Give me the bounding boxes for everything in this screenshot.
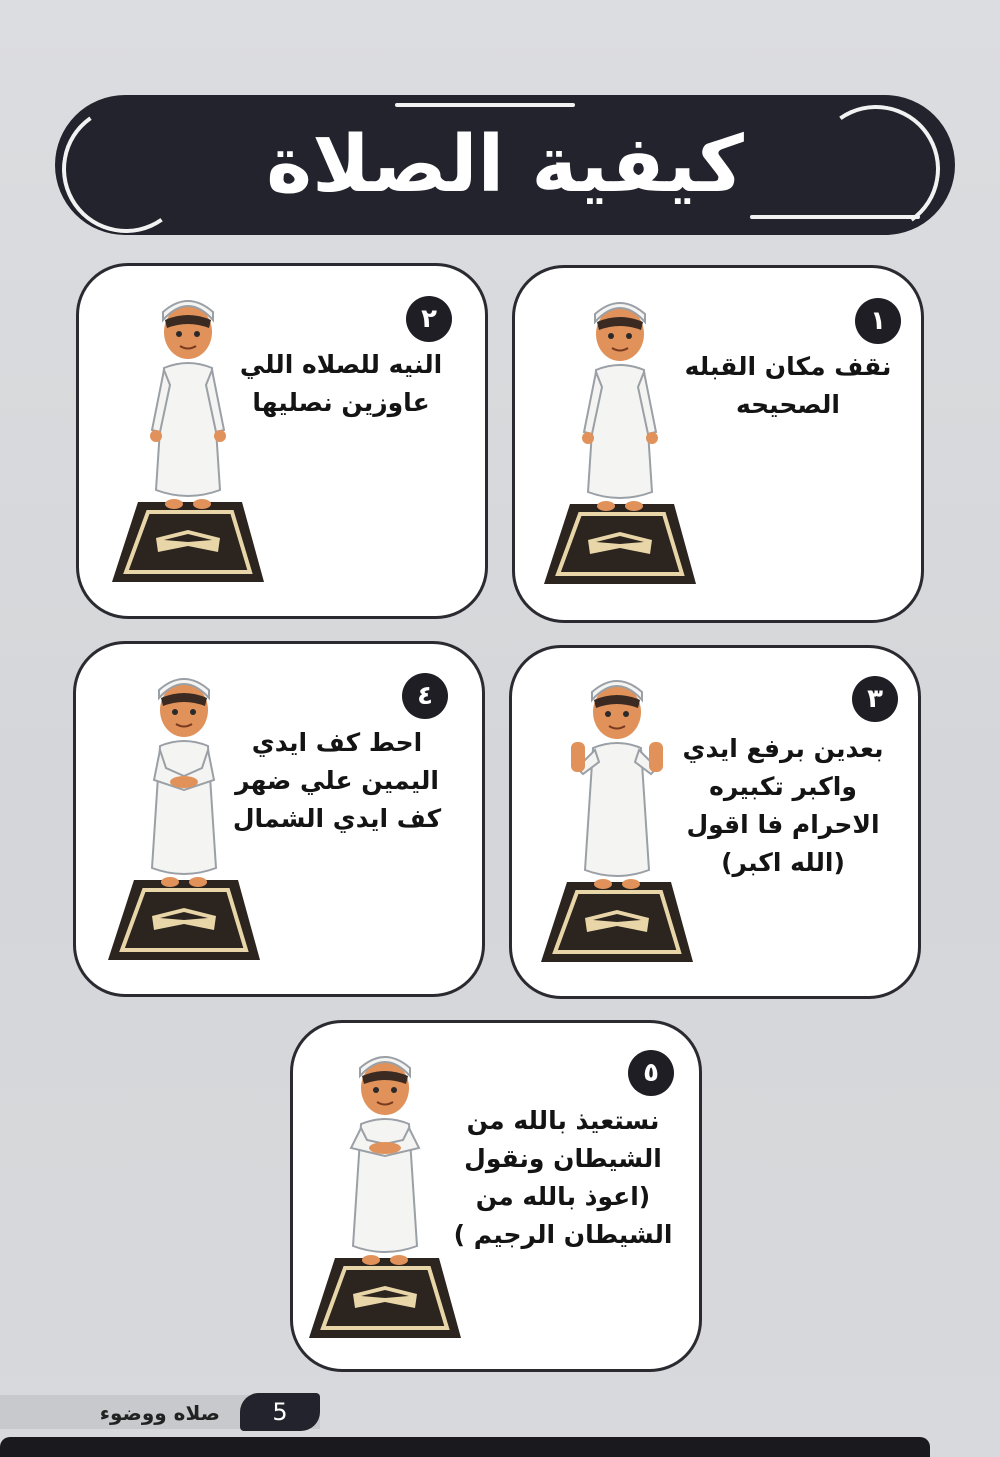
boy-figure-icon: [582, 303, 658, 511]
page-number: 5: [240, 1393, 320, 1431]
step-number-badge: ٤: [402, 673, 448, 719]
prayer-rug-icon: [309, 1258, 461, 1338]
banner-line-top: [395, 103, 575, 107]
prayer-rug-icon: [544, 504, 696, 584]
boy-figure-icon: [571, 681, 663, 889]
boy-figure-icon: [152, 679, 216, 887]
praying-boy-illustration: [104, 668, 264, 968]
praying-boy-illustration: [540, 292, 700, 592]
prayer-rug-icon: [108, 880, 260, 960]
boy-figure-icon: [150, 301, 226, 509]
step-number-badge: ١: [855, 298, 901, 344]
footer-bar: [0, 1437, 930, 1457]
step-text: احط كف ايدي اليمين علي ضهر كف ايدي الشمال: [232, 728, 442, 833]
boy-figure-icon: [351, 1057, 419, 1265]
prayer-rug-icon: [112, 502, 264, 582]
praying-boy-illustration: [305, 1046, 465, 1346]
step-number-badge: ٣: [852, 676, 898, 722]
step-text: النيه للصلاه اللي عاوزين نصليها: [239, 350, 443, 417]
page-title: كيفية الصلاة: [266, 120, 744, 210]
step-number-badge: ٥: [628, 1050, 674, 1096]
step-text: نقف مكان القبله الصحيحه: [684, 352, 892, 419]
step-text: بعدين برفع ايدي واكبر تكبيره الاحرام فا اقول (الله اكبر): [682, 734, 884, 877]
prayer-rug-icon: [541, 882, 693, 962]
praying-boy-illustration: [537, 670, 697, 970]
footer-book-title: صلاه ووضوء: [99, 1401, 220, 1425]
step-text: نستعيذ بالله من الشيطان ونقول (اعوذ بالله من الشيطان الرجيم ): [453, 1106, 673, 1249]
banner-line-bottom: [750, 215, 920, 219]
praying-boy-illustration: [108, 290, 268, 590]
step-number-badge: ٢: [406, 296, 452, 342]
